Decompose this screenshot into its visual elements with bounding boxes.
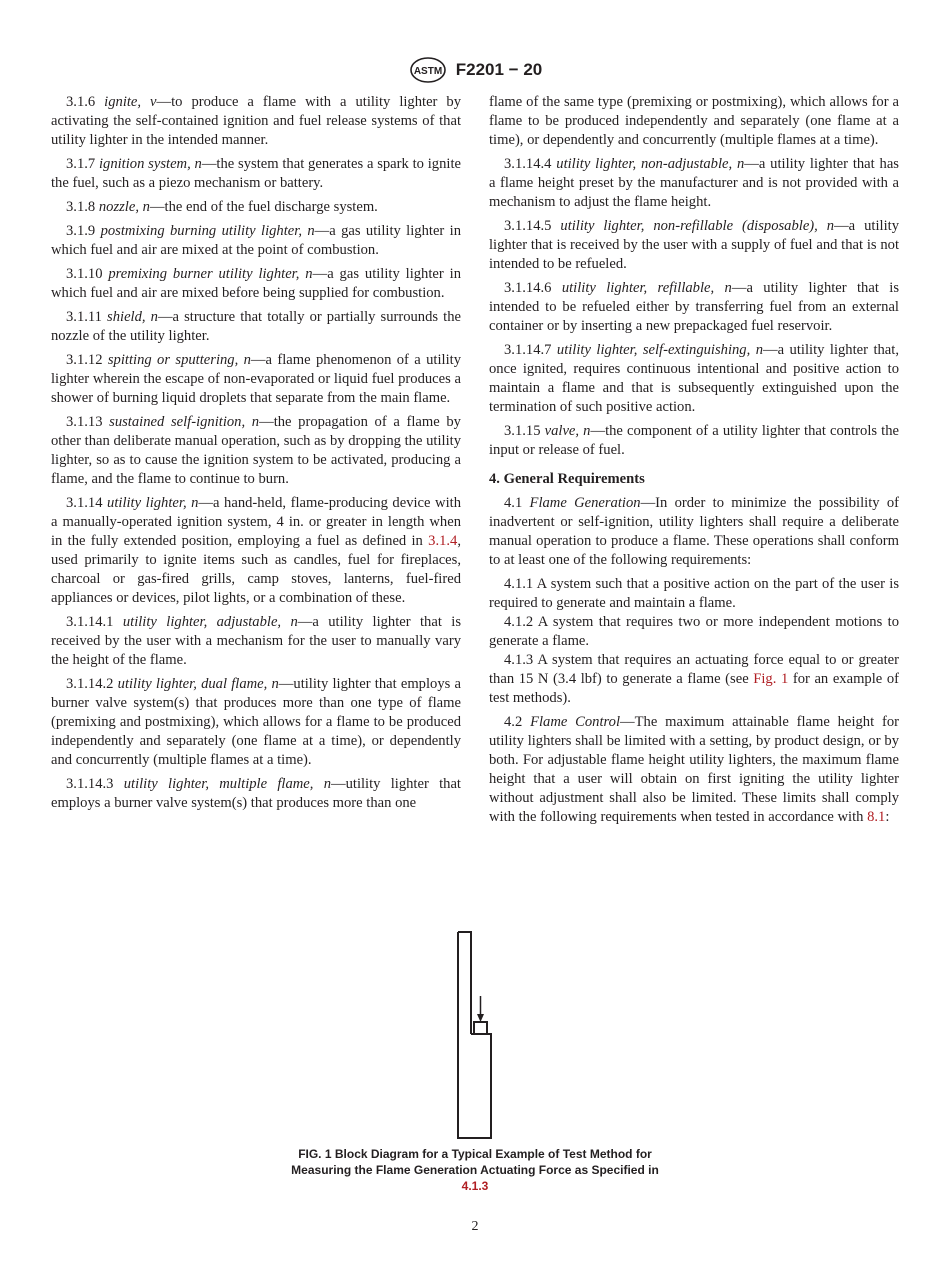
- definition-3-1-14-3: 3.1.14.3 utility lighter, multiple flame, n—utility lighter that employs a burner valve system(s) that produces more than one: [51, 776, 461, 811]
- definition-3-1-6: 3.1.6 ignite, v—to produce a flame with a utility lighter by activating the self-contained ignition and fuel release systems of that utility lighter in the intended manner.: [51, 94, 461, 148]
- definition-continuation: flame of the same type (premixing or postmixing), which allows for a flame to be produced independently and separately (one flame at a time), or dependently and concurrently (multiple flames at a time).: [489, 94, 899, 148]
- requirement-4-1-1: 4.1.1 A system such that a positive action on the part of the user is required to generate and maintain a flame.: [489, 576, 899, 611]
- caption-ref-link-4-1-3[interactable]: 4.1.3: [461, 1179, 489, 1193]
- definition-3-1-9: 3.1.9 postmixing burning utility lighter, n—a gas utility lighter in which fuel and air are mixed at the point of combustion.: [51, 223, 462, 258]
- definition-3-1-14-2: 3.1.14.2 utility lighter, dual flame, n—utility lighter that employs a burner valve system(s) that produces more than one type of flame (premixing and postmixing), which allows for a flame to be produced independently and separately (one flame at a time), or dependently and concurrently (multiple flames at a time).: [51, 676, 461, 768]
- caption-line-1: FIG. 1 Block Diagram for a Typical Example of Test Method for: [298, 1147, 652, 1161]
- definition-3-1-12: 3.1.12 spitting or sputtering, n—a flame phenomenon of a utility lighter wherein the escape of non-evaporated or liquid fuel produces a shower of burning liquid droplets that separate from the main flame.: [51, 352, 462, 406]
- definition-3-1-13: 3.1.13 sustained self-ignition, n—the propagation of a flame by other than deliberate manual operation, such as by dropping the utility lighter, so as to cause the ignition system to be activated, producing a flame, and the flame to continue to burn.: [51, 414, 461, 487]
- definition-3-1-14-4: 3.1.14.4 utility lighter, non-adjustable, n—a utility lighter that has a flame height preset by the manufacturer and is not provided with a mechanism to adjust the flame height.: [489, 156, 899, 210]
- ref-link-3-1-4[interactable]: 3.1.4: [428, 533, 458, 549]
- requirement-4-2: 4.2 Flame Control—The maximum attainable flame height for utility lighters shall be limited with a setting, by product design, or by both. For adjustable flame height utility lighters, the maximum flame height that a user will obtain on first igniting the utility lighter without adjustment shall also be limited. These limits shall comply with the following requirements when tested in accordance with 8.1:: [489, 714, 899, 825]
- page-header: [0, 56, 950, 84]
- force-arrow-head: [477, 1014, 484, 1022]
- definition-3-1-11: 3.1.11 shield, n—a structure that totally or partially surrounds the nozzle of the utility lighter.: [51, 309, 461, 344]
- figure-caption: [0, 1146, 950, 1194]
- astm-logo-icon: [408, 56, 448, 84]
- ref-link-fig-1[interactable]: Fig. 1: [753, 671, 789, 687]
- caption-line-2: Measuring the Flame Generation Actuating Force as Specified in: [291, 1163, 659, 1177]
- definition-3-1-10: 3.1.10 premixing burner utility lighter, n—a gas utility lighter in which fuel and air are mixed before being supplied for combustion.: [51, 266, 461, 301]
- right-column: [489, 93, 899, 832]
- definition-3-1-15: 3.1.15 valve, n—the component of a utility lighter that controls the input or release of fuel.: [489, 423, 899, 458]
- lighter-upper-barrel: [458, 932, 471, 1034]
- definition-3-1-14-7: 3.1.14.7 utility lighter, self-extinguishing, n—a utility lighter that, once ignited, requires continuous intentional and positive action to maintain a flame and that is subsequently extinguished upon the termination of such positive action.: [489, 342, 899, 415]
- left-column: [51, 93, 461, 818]
- trigger-button: [474, 1022, 487, 1034]
- fig-1-block-diagram: [430, 928, 520, 1142]
- page-number: 2: [471, 1219, 479, 1234]
- definition-3-1-14: 3.1.14 utility lighter, n—a hand-held, flame-producing device with a manually-operated ignition system, 4 in. or greater in length when in the fully extended position, employing a fuel as defined in 3.1.4, used primarily to ignite items such as candles, fuel for fireplaces, charcoal or gas-fired grills, camp stoves, lanterns, fuel-fired appliances or devices, pilot lights, or a combination of these.: [51, 495, 461, 606]
- definition-3-1-8: 3.1.8 nozzle, n—the end of the fuel discharge system.: [66, 199, 378, 215]
- requirement-4-1: 4.1 Flame Generation—In order to minimize the possibility of inadvertent or self-ignition, utility lighters shall require a deliberate manual operation to produce a flame. These operations shall conform to at least one of the following requirements:: [489, 495, 899, 568]
- definition-3-1-14-6: 3.1.14.6 utility lighter, refillable, n—a utility lighter that is intended to be refueled either by transferring fuel from an external container or by inserting a new prepackaged fuel reservoir.: [489, 280, 899, 334]
- definition-3-1-14-1: 3.1.14.1 utility lighter, adjustable, n—a utility lighter that is received by the user with a mechanism for the user to manually vary the height of the flame.: [51, 614, 462, 668]
- requirement-4-1-2: 4.1.2 A system that requires two or more independent motions to generate a flame.: [489, 614, 899, 649]
- section-heading-general-requirements: 4. General Requirements: [489, 471, 645, 487]
- definition-3-1-14-5: 3.1.14.5 utility lighter, non-refillable (disposable), n—a utility lighter that is received by the user with a supply of fuel and that is not intended to be refueled.: [489, 218, 899, 272]
- requirement-4-1-3: 4.1.3 A system that requires an actuating force equal to or greater than 15 N (3.4 lbf) to generate a flame (see Fig. 1 for an example of test methods).: [489, 652, 899, 706]
- ref-link-8-1[interactable]: 8.1: [867, 809, 886, 825]
- svg-text:ASTM: ASTM: [413, 66, 442, 77]
- definition-3-1-7: 3.1.7 ignition system, n—the system that generates a spark to ignite the fuel, such as a piezo mechanism or battery.: [51, 156, 461, 191]
- document-code: F2201 − 20: [455, 60, 543, 79]
